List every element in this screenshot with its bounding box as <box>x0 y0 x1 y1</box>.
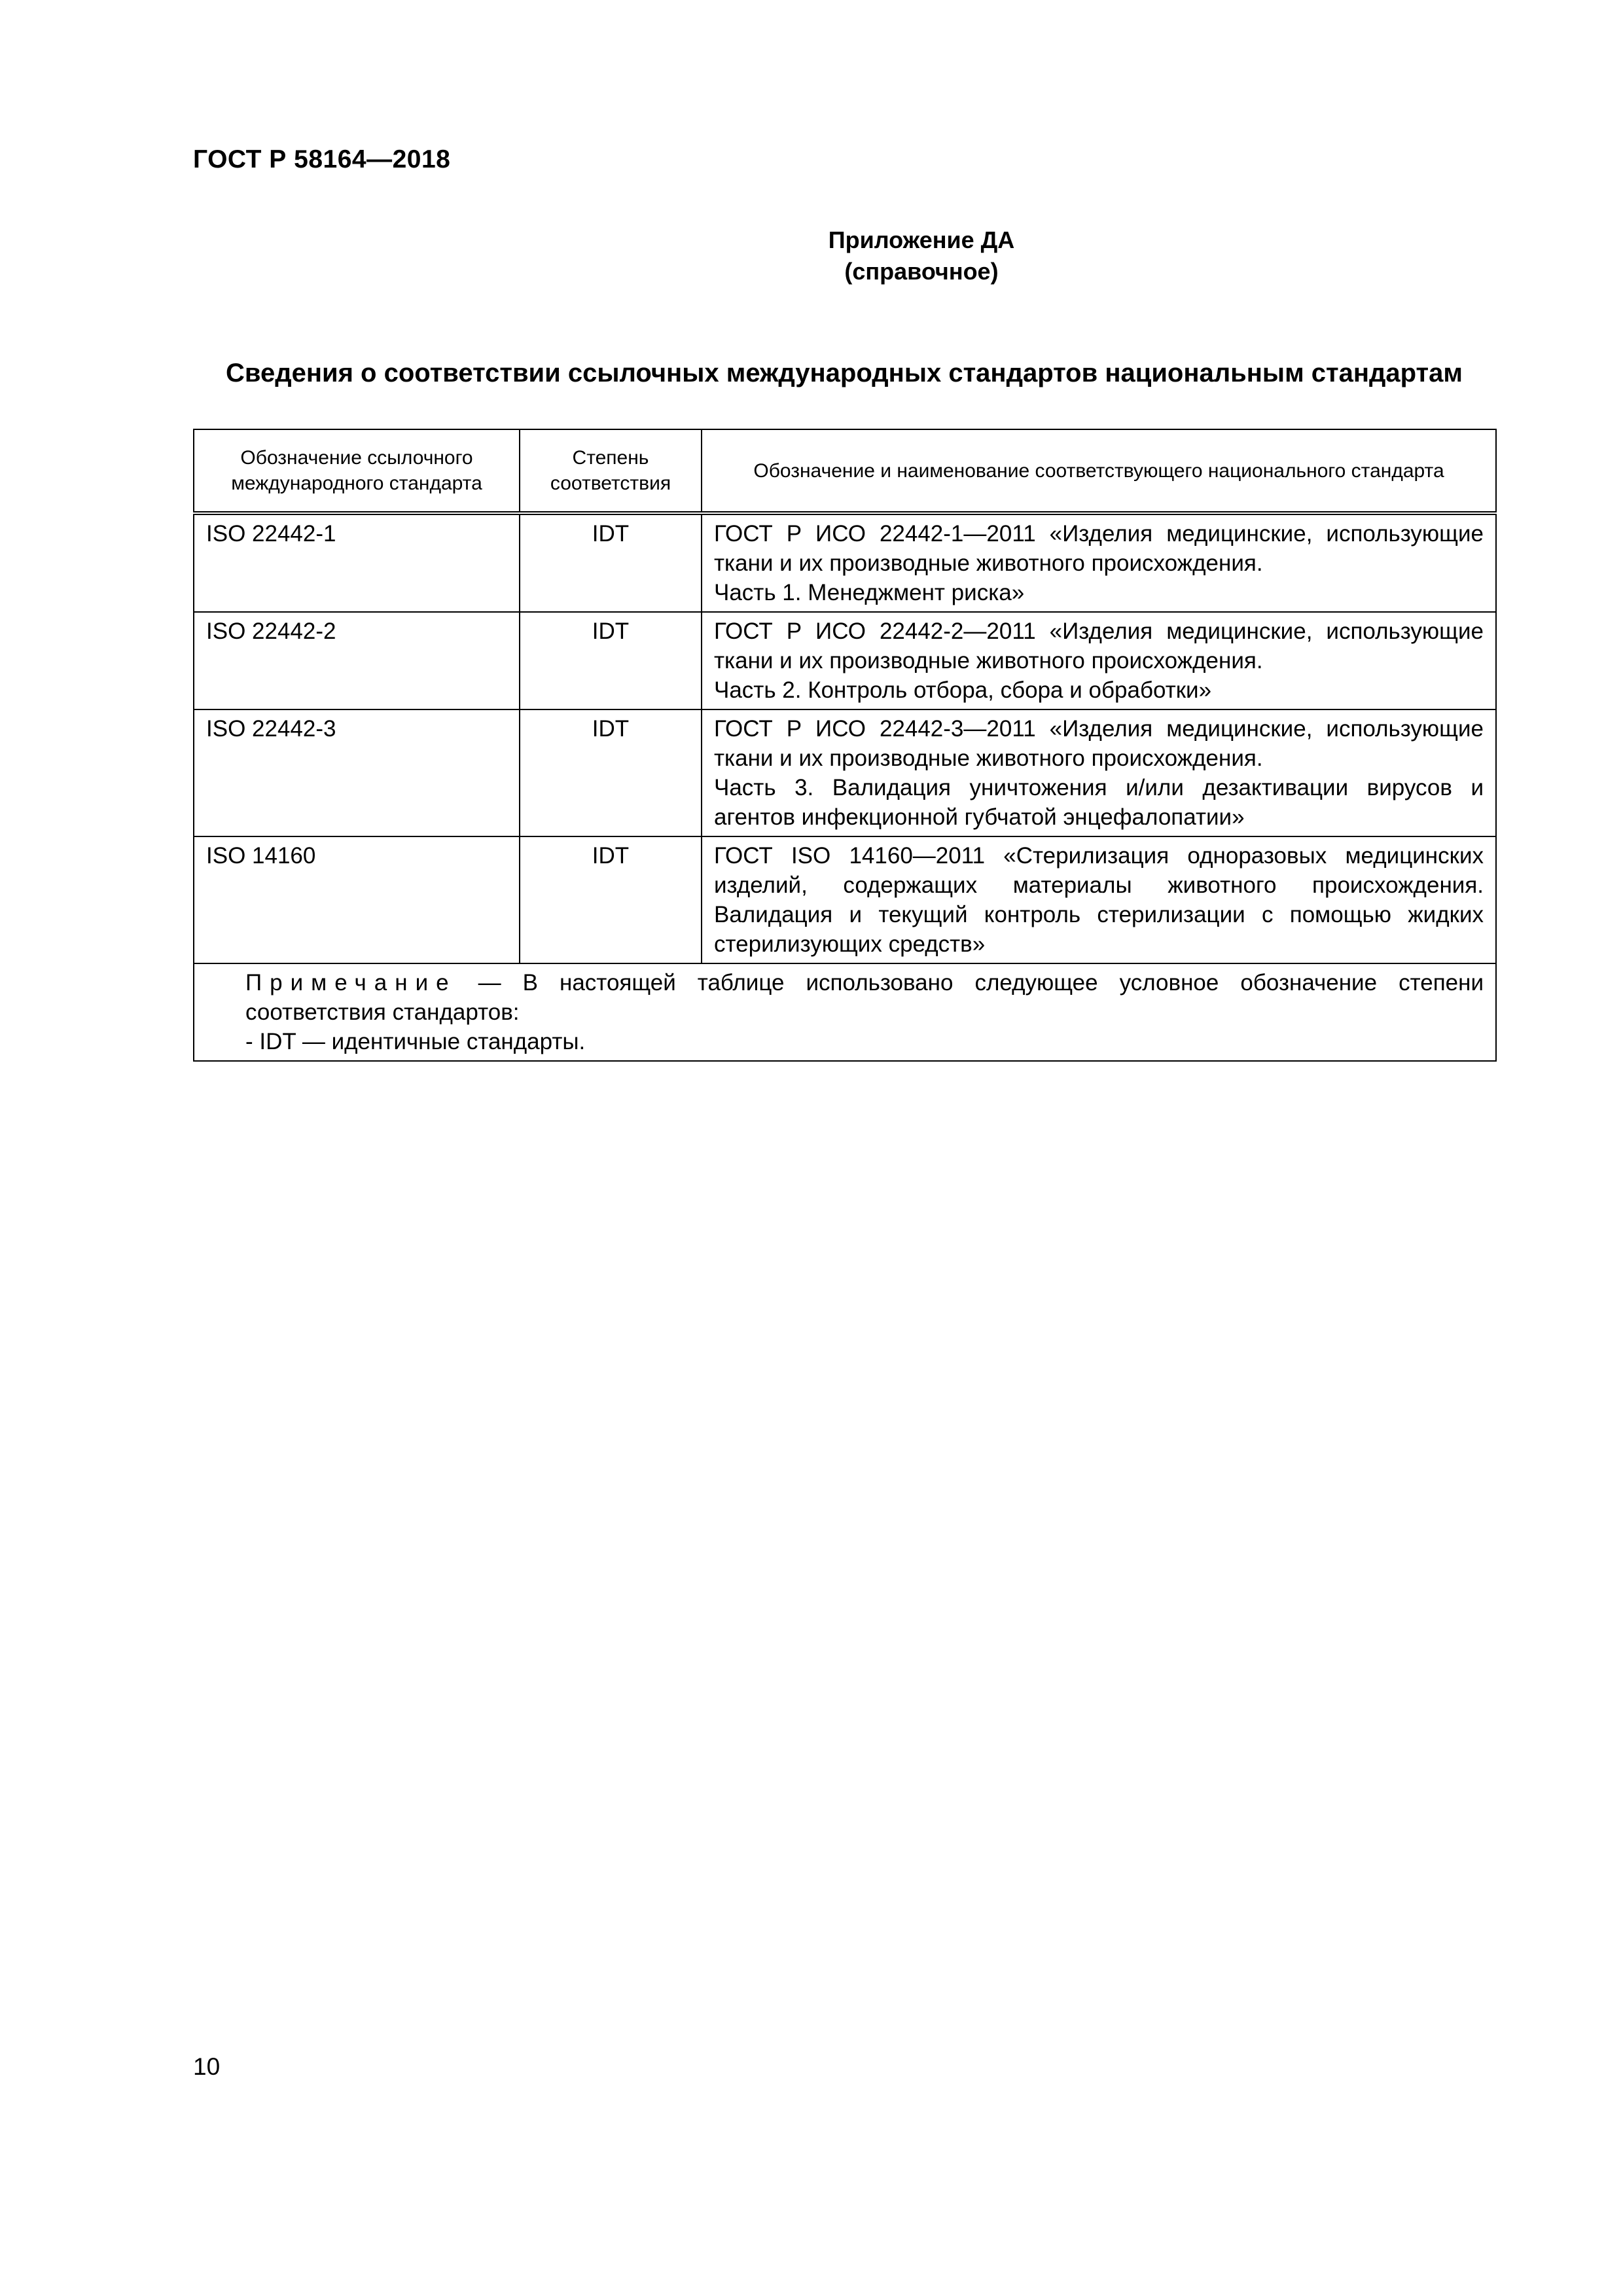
international-standard-code: ISO 14160 <box>194 836 520 963</box>
table-header-row <box>194 429 1496 513</box>
degree-of-correspondence: IDT <box>520 836 702 963</box>
national-standard <box>702 836 1496 963</box>
table-note <box>194 963 1496 1061</box>
national-standard <box>702 612 1496 709</box>
standards-correspondence-table <box>193 429 1497 1062</box>
table-row <box>194 513 1496 612</box>
note-text: — В настоящей таблице использовано следующее условное обозначение степени соответствия стандартов: <box>245 970 1484 1025</box>
national-standard <box>702 709 1496 836</box>
column-header-degree: Степень соответствия <box>520 429 702 513</box>
note-paragraph <box>206 968 1484 1027</box>
international-standard-code: ISO 22442-1 <box>194 513 520 612</box>
national-standard-line: Часть 3. Валидация уничтожения и/или дезактивации вирусов и агентов инфекционной губчатой энцефалопатии» <box>714 775 1484 830</box>
column-header-national-standard: Обозначение и наименование соответствующего национального стандарта <box>702 429 1496 513</box>
national-standard-line: ГОСТ ISO 14160—2011 «Стерилизация одноразовых медицинских изделий, содержащих материалы животного происхождения. Валидация и текущий контроль стерилизации с помощью жидких стерилизующих средств» <box>714 843 1484 957</box>
national-standard-line: ГОСТ Р ИСО 22442-3—2011 «Изделия медицинские, использующие ткани и их производные животного происхождения. <box>714 716 1484 771</box>
national-standard <box>702 513 1496 612</box>
table-row <box>194 709 1496 836</box>
appendix-subtitle: (справочное) <box>844 258 999 285</box>
table-note-row <box>194 963 1496 1061</box>
table-row <box>194 612 1496 709</box>
appendix-title: Приложение ДА <box>828 226 1015 253</box>
national-standard-line: Часть 1. Менеджмент риска» <box>714 580 1025 605</box>
section-title: Сведения о соответствии ссылочных международных стандартов национальным стандартам <box>226 359 1463 387</box>
national-standard-line: ГОСТ Р ИСО 22442-2—2011 «Изделия медицинские, использующие ткани и их производные животного происхождения. <box>714 619 1484 673</box>
national-standard-line: ГОСТ Р ИСО 22442-1—2011 «Изделия медицинские, использующие ткани и их производные животного происхождения. <box>714 521 1484 576</box>
page-number: 10 <box>193 2053 221 2080</box>
degree-of-correspondence: IDT <box>520 513 702 612</box>
international-standard-code: ISO 22442-2 <box>194 612 520 709</box>
column-header-international-standard: Обозначение ссылочного международного стандарта <box>194 429 520 513</box>
note-label: Примечание <box>245 970 457 996</box>
international-standard-code: ISO 22442-3 <box>194 709 520 836</box>
degree-of-correspondence: IDT <box>520 612 702 709</box>
appendix-heading <box>0 224 1623 287</box>
national-standard-line: Часть 2. Контроль отбора, сбора и обработки» <box>714 677 1212 703</box>
table-row <box>194 836 1496 963</box>
document-code: ГОСТ Р 58164—2018 <box>193 145 451 173</box>
degree-of-correspondence: IDT <box>520 709 702 836</box>
note-item: - IDT — идентичные стандарты. <box>245 1029 586 1054</box>
